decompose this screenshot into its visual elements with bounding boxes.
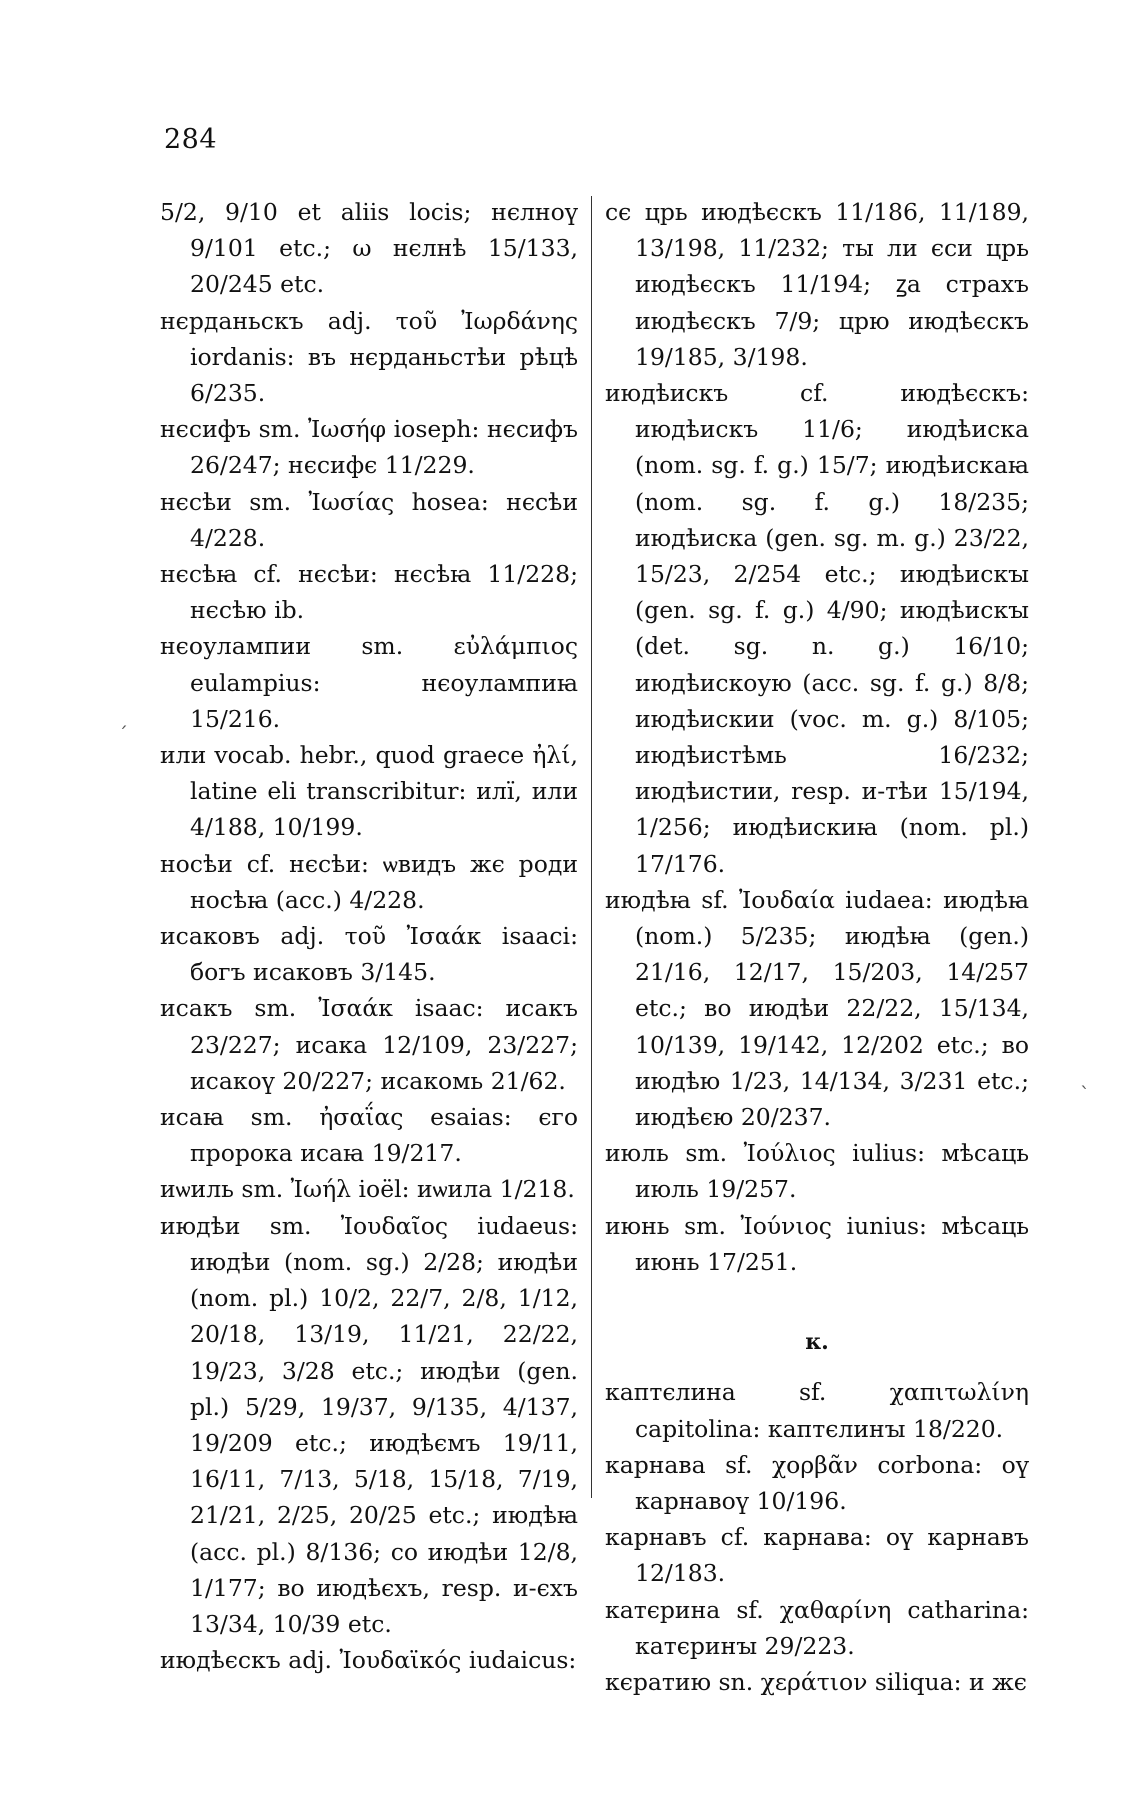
dictionary-entry: нєоулампии sm. εὐλάμπιος eulampius: нєоулампиꙗ 15/216. [160,632,578,733]
margin-mark-right: ˋ [1080,1082,1090,1106]
page-number: 284 [164,124,218,155]
dictionary-entry: нєсифъ sm. Ἰωσήφ ioseph: нєсифъ 26/247; нєсифє 11/229. [160,415,578,480]
dictionary-entry: июдѣискъ cf. июдѣєскъ: июдѣискъ 11/6; июдѣиска (nom. sg. f. g.) 15/7; июдѣискаꙗ (nom. sg. f. g.) 18/235; июдѣиска (gen. sg. m. g.) 23/22, 15/23, 2/254 etc.; июдѣискꙑ (gen. sg. f. g.) 4/90; июдѣискꙑ (det. sg. n. g.) 16/10; июдѣискоую (acc. sg. f. g.) 8/8; июдѣискии (voc. m. g.) 8/105; июдѣистѣмь 16/232; июдѣистии, resp. и-тѣи 15/194, 1/256; июдѣискиꙗ (nom. pl.) 17/176. [605,379,1029,878]
left-column [160,194,578,1678]
dictionary-entry: исаковъ adj. τοῦ Ἰσαάκ isaaci: богъ исаковъ 3/145. [160,922,578,987]
dictionary-entry: кєратию sn. χεράτιον siliqua: и жє [605,1667,1027,1696]
dictionary-entry: носѣи cf. нєсѣи: ѡвидъ жє роди носѣꙗ (acc.) 4/228. [160,849,578,914]
column-divider [591,196,592,1498]
dictionary-entry: июдѣи sm. Ἰουδαῖος iudaeus: июдѣи (nom. sg.) 2/28; июдѣи (nom. pl.) 10/2, 22/7, 2/8, 1/12, 20/18, 13/19, 11/21, 22/22, 19/23, 3/28 etc.; июдѣи (gen. pl.) 5/29, 19/37, 9/135, 4/137, 19/209 etc.; июдѣємъ 19/11, 16/11, 7/13, 5/18, 15/18, 7/19, 21/21, 2/25, 20/25 etc.; июдѣꙗ (acc. pl.) 8/136; со июдѣи 12/8, 1/177; во июдѣєхъ, resp. и-єхъ 13/34, 10/39 etc. [160,1211,578,1638]
dictionary-entry: нєсѣи sm. Ἰωσίας hosea: нєсѣи 4/228. [160,487,578,552]
dictionary-entry: или vocab. hebr., quod graece ἠλί, latine eli transcribitur: илї, или 4/188, 10/199. [160,741,578,842]
dictionary-entry: июдѣꙗ sf. Ἰουδαία iudaea: июдѣꙗ (nom.) 5/235; июдѣꙗ (gen.) 21/16, 12/17, 15/203, 14/257 etc.; во июдѣи 22/22, 15/134, 10/139, 19/142, 12/202 etc.; во июдѣю 1/23, 14/134, 3/231 etc.; июдѣєю 20/237. [605,885,1029,1132]
dictionary-entry: июнь sm. Ἰούνιος iunius: мѣсаць июнь 17/251. [605,1211,1029,1276]
dictionary-entry: нєрданьскъ adj. τοῦ Ἰωρδάνης iordanis: въ нєрданьстѣи рѣцѣ 6/235. [160,306,578,408]
dictionary-entry: 5/2, 9/10 et aliis locis; нєлноү 9/101 etc.; ω нєлнѣ 15/133, 20/245 etc. [160,198,578,299]
dictionary-entry: карнавъ cf. карнава: оү карнавъ 12/183. [605,1523,1029,1588]
dictionary-entry: исакъ sm. Ἰσαάκ isaac: исакъ 23/227; исака 12/109, 23/227; исакоү 20/227; исакомь 21/62. [160,994,578,1095]
dictionary-entry: каптєлина sf. χαπιτωλίνη capitolina: каптєлинꙑ 18/220. [605,1378,1029,1443]
dictionary-entry: июль sm. Ἰούλιος iulius: мѣсаць июль 19/257. [605,1139,1029,1204]
dictionary-entry: исаꙗ sm. ἠσαΐας esaias: єго пророка исаꙗ 19/217. [160,1103,578,1168]
dictionary-entry: иѡиль sm. Ἰωήλ ioël: иѡила 1/218. [160,1175,575,1204]
dictionary-entry: карнава sf. χορβᾶν corbona: оү карнавоү 10/196. [605,1450,1029,1515]
margin-mark-left: ˊ [118,722,128,746]
dictionary-entry: катєрина sf. χαθαρίνη catharina: катєринꙑ 29/223. [605,1595,1029,1660]
section-heading: к. [805,1329,829,1356]
dictionary-entry: июдѣєскъ adj. Ἰουδαϊκός iudaicus: [160,1646,577,1675]
dictionary-entry: сє црь июдѣєскъ 11/186, 11/189, 13/198, 11/232; ты ли єси црь июдѣєскъ 11/194; ꙁа страхъ июдѣєскъ 7/9; црю июдѣєскъ 19/185, 3/198. [605,198,1029,371]
right-column [605,194,1029,1700]
dictionary-entry: нєсѣꙗ cf. нєсѣи: нєсѣꙗ 11/228; нєсѣю ib. [160,560,578,625]
